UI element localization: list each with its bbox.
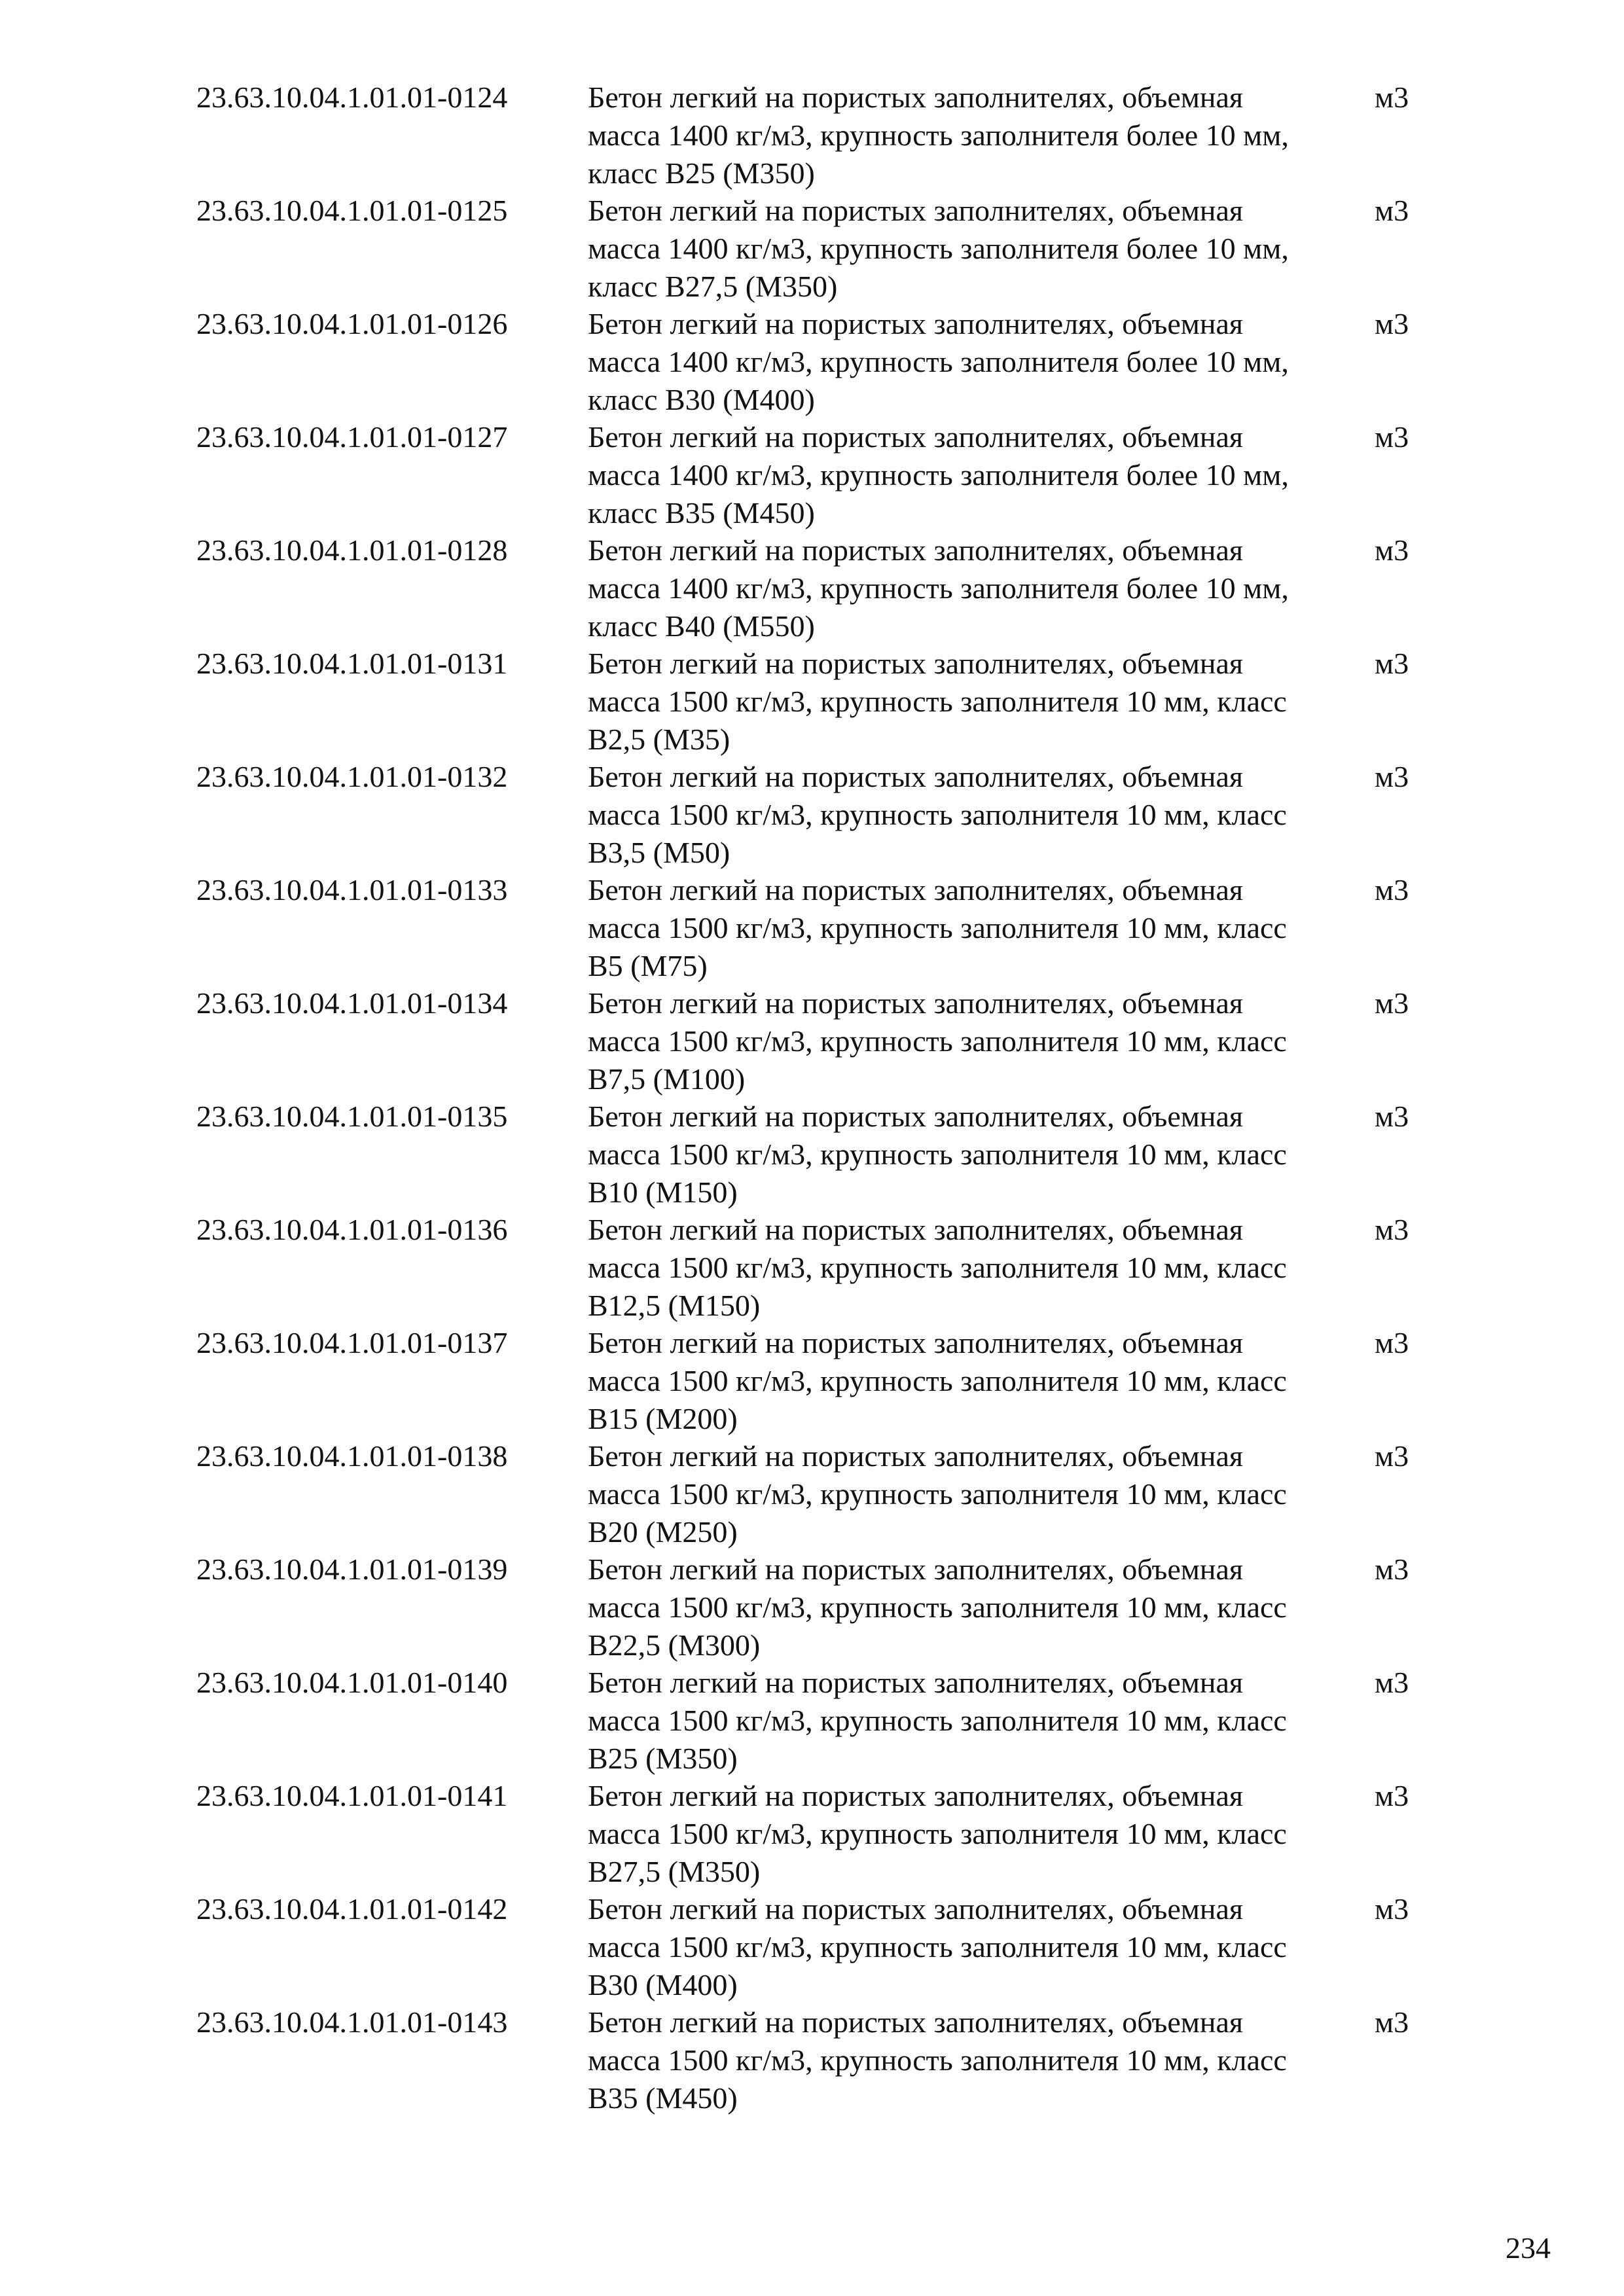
catalog-entry — [196, 871, 1440, 984]
entry-description — [588, 531, 1360, 645]
entry-description-line: масса 1400 кг/м3, крупность заполнителя более 10 мм, — [588, 571, 1289, 605]
entry-description-line: класс В35 (М450) — [588, 496, 815, 529]
catalog-entry — [196, 645, 1440, 758]
catalog-entry — [196, 984, 1440, 1098]
entry-unit: м3 — [1375, 2005, 1409, 2039]
entry-description-line: В10 (М150) — [588, 1175, 738, 1209]
entry-description-line: масса 1500 кг/м3, крупность заполнителя 10 мм, класс — [588, 1704, 1287, 1737]
entry-unit: м3 — [1375, 1326, 1409, 1359]
entry-description-line: Бетон легкий на пористых заполнителях, объемная — [588, 1326, 1244, 1359]
entry-description — [588, 871, 1360, 985]
entry-description-line: масса 1500 кг/м3, крупность заполнителя 10 мм, класс — [588, 798, 1287, 831]
entry-description-line: В22,5 (М300) — [588, 1628, 761, 1662]
catalog-entry — [196, 758, 1440, 871]
catalog-entry — [196, 305, 1440, 418]
entry-description-line: масса 1400 кг/м3, крупность заполнителя более 10 мм, — [588, 232, 1289, 265]
entry-code: 23.63.10.04.1.01.01-0138 — [196, 1439, 508, 1473]
entry-code: 23.63.10.04.1.01.01-0126 — [196, 307, 508, 340]
entry-description-line: масса 1500 кг/м3, крупность заполнителя 10 мм, класс — [588, 1138, 1287, 1171]
entry-code: 23.63.10.04.1.01.01-0140 — [196, 1666, 508, 1699]
catalog-entry — [196, 1437, 1440, 1551]
entry-unit: м3 — [1375, 194, 1409, 227]
entry-code: 23.63.10.04.1.01.01-0136 — [196, 1213, 508, 1246]
entry-description-line: В15 (М200) — [588, 1402, 738, 1435]
entry-description-line: масса 1500 кг/м3, крупность заполнителя 10 мм, класс — [588, 1477, 1287, 1511]
entry-description — [588, 1777, 1360, 1891]
entry-code: 23.63.10.04.1.01.01-0125 — [196, 194, 508, 227]
entry-unit: м3 — [1375, 1552, 1409, 1586]
catalog-entry — [196, 2003, 1440, 2117]
entry-code: 23.63.10.04.1.01.01-0141 — [196, 1779, 508, 1812]
entry-code: 23.63.10.04.1.01.01-0134 — [196, 986, 508, 1020]
resource-catalog-table — [196, 79, 1440, 2117]
entry-description-line: масса 1500 кг/м3, крупность заполнителя 10 мм, класс — [588, 2043, 1287, 2077]
entry-unit: м3 — [1375, 1779, 1409, 1812]
entry-description-line: масса 1500 кг/м3, крупность заполнителя 10 мм, класс — [588, 1364, 1287, 1397]
entry-description-line: масса 1400 кг/м3, крупность заполнителя более 10 мм, — [588, 345, 1289, 378]
entry-description-line: масса 1500 кг/м3, крупность заполнителя 10 мм, класс — [588, 1024, 1287, 1058]
entry-description-line: В3,5 (М50) — [588, 836, 731, 869]
catalog-entry — [196, 1664, 1440, 1777]
entry-description-line: Бетон легкий на пористых заполнителях, объемная — [588, 1439, 1244, 1473]
entry-code: 23.63.10.04.1.01.01-0124 — [196, 81, 508, 114]
entry-description-line: Бетон легкий на пористых заполнителях, объемная — [588, 760, 1244, 793]
entry-description-line: масса 1500 кг/м3, крупность заполнителя 10 мм, класс — [588, 911, 1287, 944]
entry-description — [588, 1890, 1360, 2004]
entry-description-line: В30 (М400) — [588, 1968, 738, 2001]
entry-description — [588, 645, 1360, 759]
entry-unit: м3 — [1375, 533, 1409, 567]
page-number: 234 — [1506, 2231, 1551, 2265]
entry-code: 23.63.10.04.1.01.01-0127 — [196, 420, 508, 454]
entry-unit: м3 — [1375, 1666, 1409, 1699]
entry-description — [588, 1551, 1360, 1664]
entry-description-line: Бетон легкий на пористых заполнителях, объемная — [588, 1779, 1244, 1812]
entry-code: 23.63.10.04.1.01.01-0132 — [196, 760, 508, 793]
catalog-entry — [196, 192, 1440, 305]
entry-description — [588, 1437, 1360, 1551]
entry-code: 23.63.10.04.1.01.01-0133 — [196, 873, 508, 906]
entry-description-line: В20 (М250) — [588, 1515, 738, 1549]
entry-description-line: масса 1500 кг/м3, крупность заполнителя 10 мм, класс — [588, 1251, 1287, 1284]
entry-unit: м3 — [1375, 1892, 1409, 1926]
entry-description-line: В2,5 (М35) — [588, 723, 731, 756]
entry-description-line: Бетон легкий на пористых заполнителях, объемная — [588, 81, 1244, 114]
catalog-entry — [196, 531, 1440, 645]
entry-code: 23.63.10.04.1.01.01-0139 — [196, 1552, 508, 1586]
entry-unit: м3 — [1375, 760, 1409, 793]
entry-description — [588, 79, 1360, 192]
catalog-entry — [196, 79, 1440, 192]
entry-description-line: масса 1500 кг/м3, крупность заполнителя 10 мм, класс — [588, 1590, 1287, 1624]
entry-description — [588, 984, 1360, 1098]
catalog-entry — [196, 1890, 1440, 2003]
entry-unit: м3 — [1375, 1439, 1409, 1473]
entry-description-line: масса 1400 кг/м3, крупность заполнителя более 10 мм, — [588, 118, 1289, 152]
entry-description — [588, 2003, 1360, 2117]
entry-description-line: масса 1500 кг/м3, крупность заполнителя 10 мм, класс — [588, 1817, 1287, 1850]
entry-description-line: Бетон легкий на пористых заполнителях, объемная — [588, 873, 1244, 906]
entry-description-line: Бетон легкий на пористых заполнителях, объемная — [588, 420, 1244, 454]
entry-description-line: Бетон легкий на пористых заполнителях, объемная — [588, 307, 1244, 340]
entry-description-line: В35 (М450) — [588, 2081, 738, 2115]
catalog-entry — [196, 1551, 1440, 1664]
entry-unit: м3 — [1375, 81, 1409, 114]
entry-description-line: Бетон легкий на пористых заполнителях, объемная — [588, 1552, 1244, 1586]
entry-description-line: масса 1500 кг/м3, крупность заполнителя 10 мм, класс — [588, 685, 1287, 718]
entry-description-line: масса 1500 кг/м3, крупность заполнителя 10 мм, класс — [588, 1930, 1287, 1964]
entry-description-line: Бетон легкий на пористых заполнителях, объемная — [588, 647, 1244, 680]
entry-description-line: класс В27,5 (М350) — [588, 270, 838, 303]
entry-code: 23.63.10.04.1.01.01-0143 — [196, 2005, 508, 2039]
entry-unit: м3 — [1375, 873, 1409, 906]
entry-description-line: В12,5 (М150) — [588, 1289, 761, 1322]
entry-unit: м3 — [1375, 986, 1409, 1020]
entry-description-line: Бетон легкий на пористых заполнителях, объемная — [588, 1892, 1244, 1926]
catalog-entry — [196, 1777, 1440, 1890]
entry-description — [588, 418, 1360, 532]
entry-description-line: класс В25 (М350) — [588, 156, 815, 190]
entry-description-line: В25 (М350) — [588, 1742, 738, 1775]
entry-code: 23.63.10.04.1.01.01-0128 — [196, 533, 508, 567]
entry-code: 23.63.10.04.1.01.01-0137 — [196, 1326, 508, 1359]
entry-description-line: класс В40 (М550) — [588, 609, 815, 643]
entry-description — [588, 1664, 1360, 1778]
entry-description-line: В27,5 (М350) — [588, 1855, 761, 1888]
entry-description — [588, 1211, 1360, 1325]
entry-description-line: В7,5 (М100) — [588, 1062, 746, 1096]
entry-unit: м3 — [1375, 1100, 1409, 1133]
entry-description — [588, 758, 1360, 872]
entry-description-line: Бетон легкий на пористых заполнителях, объемная — [588, 2005, 1244, 2039]
entry-description-line: Бетон легкий на пористых заполнителях, объемная — [588, 1213, 1244, 1246]
entry-description — [588, 305, 1360, 419]
entry-code: 23.63.10.04.1.01.01-0131 — [196, 647, 508, 680]
catalog-entry — [196, 418, 1440, 531]
catalog-entry — [196, 1098, 1440, 1211]
entry-description-line: Бетон легкий на пористых заполнителях, объемная — [588, 1666, 1244, 1699]
entry-unit: м3 — [1375, 1213, 1409, 1246]
entry-description-line: Бетон легкий на пористых заполнителях, объемная — [588, 1100, 1244, 1133]
entry-description-line: Бетон легкий на пористых заполнителях, объемная — [588, 194, 1244, 227]
entry-unit: м3 — [1375, 647, 1409, 680]
entry-description — [588, 1324, 1360, 1438]
entry-unit: м3 — [1375, 307, 1409, 340]
catalog-entry — [196, 1211, 1440, 1324]
entry-unit: м3 — [1375, 420, 1409, 454]
entry-code: 23.63.10.04.1.01.01-0142 — [196, 1892, 508, 1926]
catalog-entry — [196, 1324, 1440, 1437]
entry-description-line: Бетон легкий на пористых заполнителях, объемная — [588, 533, 1244, 567]
entry-description-line: В5 (М75) — [588, 949, 708, 982]
entry-description-line: Бетон легкий на пористых заполнителях, объемная — [588, 986, 1244, 1020]
entry-code: 23.63.10.04.1.01.01-0135 — [196, 1100, 508, 1133]
entry-description-line: масса 1400 кг/м3, крупность заполнителя более 10 мм, — [588, 458, 1289, 492]
entry-description — [588, 1098, 1360, 1211]
entry-description — [588, 192, 1360, 306]
entry-description-line: класс В30 (М400) — [588, 383, 815, 416]
